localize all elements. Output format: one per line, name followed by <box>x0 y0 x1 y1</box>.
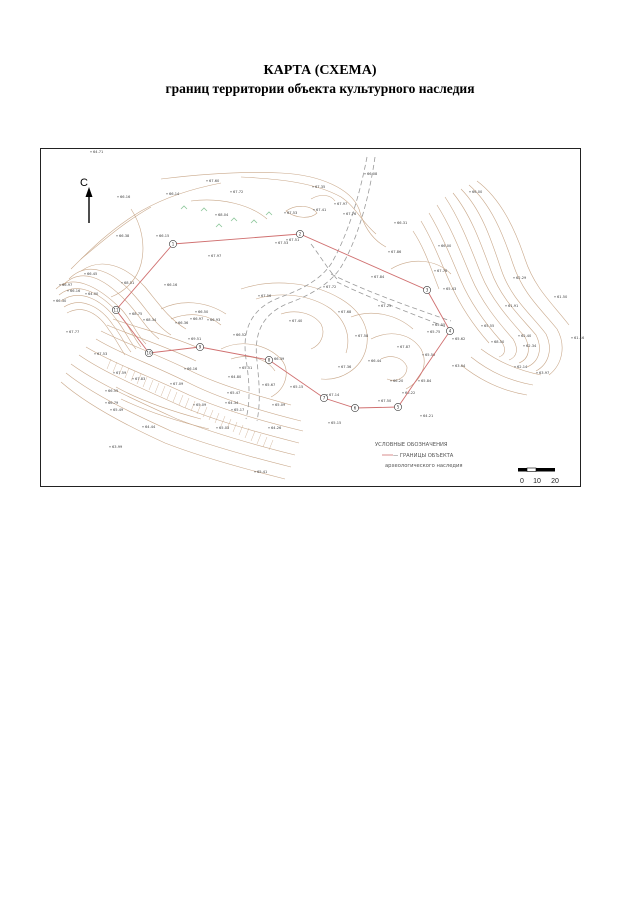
elevation-label: 66.00 <box>441 244 452 248</box>
elevation-label: 68.75 <box>132 312 143 316</box>
boundary-point-label: 6 <box>353 405 357 411</box>
elevation-point <box>290 386 291 387</box>
scale-label-10: 10 <box>533 478 541 485</box>
elevation-label: 66.00 <box>472 190 483 194</box>
elevation-label: 68.50 <box>494 340 505 344</box>
elevation-label: 65.84 <box>421 379 432 383</box>
elevation-label: 66.38 <box>119 234 130 238</box>
elevation-label: 65.55 <box>435 323 446 327</box>
elevation-point <box>338 311 339 312</box>
scale-bar <box>518 468 559 485</box>
elevation-point <box>129 313 130 314</box>
hachure-mark <box>161 386 165 396</box>
elevation-point <box>175 322 176 323</box>
legend <box>375 442 462 469</box>
elevation-point <box>188 338 189 339</box>
elevation-point <box>434 270 435 271</box>
elevation-label: 69.51 <box>191 337 202 341</box>
elevation-label: 67.53 <box>97 352 108 356</box>
scale-seg-2 <box>527 468 536 472</box>
boundary-point-label: 3 <box>425 287 429 293</box>
elevation-point <box>368 360 369 361</box>
elevation-label: 65.09 <box>275 403 286 407</box>
elevation-label: 67.51 <box>289 238 300 242</box>
elevation-label: 66.52 <box>236 333 247 337</box>
elevation-label: 66.16 <box>120 195 131 199</box>
elevation-label: 66.79 <box>108 401 119 405</box>
elevation-point <box>481 325 482 326</box>
elevation-label: 67.87 <box>400 345 411 349</box>
elevation-point <box>275 242 276 243</box>
elevation-point <box>268 427 269 428</box>
elevation-point <box>53 300 54 301</box>
elevation-label: 61.50 <box>557 295 568 299</box>
elevation-label: 64.21 <box>423 414 434 418</box>
boundary-point-label: 4 <box>448 328 452 334</box>
elevation-label: 66.44 <box>371 359 382 363</box>
elevation-point <box>334 203 335 204</box>
elevation-label: 65.09 <box>196 403 207 407</box>
elevation-point <box>227 392 228 393</box>
elevation-label: 64.44 <box>145 425 156 429</box>
boundary-point-label: 2 <box>298 231 302 237</box>
elevation-point <box>338 366 339 367</box>
elevation-point <box>452 365 453 366</box>
elevation-point <box>378 305 379 306</box>
elevation-point <box>452 338 453 339</box>
elevation-label: 67.35 <box>315 185 326 189</box>
hachure-mark <box>251 431 255 441</box>
hachure-mark <box>155 383 159 393</box>
hachure-mark <box>215 413 219 423</box>
elevation-point <box>505 305 506 306</box>
elevation-label: 66.55 <box>108 389 119 393</box>
elevation-label: 62.34 <box>526 344 537 348</box>
elevation-point <box>208 255 209 256</box>
boundary-point-label: 8 <box>267 357 271 363</box>
elevation-point <box>231 409 232 410</box>
page-title: КАРТА (СХЕМА) <box>263 63 377 78</box>
elevation-label: 67.58 <box>358 334 369 338</box>
boundary-point-label: 7 <box>322 395 326 401</box>
elevation-label: 66.30 <box>56 299 67 303</box>
legend-item-line1: — ГРАНИЦЫ ОБЪЕКТА <box>393 453 454 459</box>
elevation-point <box>388 251 389 252</box>
elevation-point <box>536 372 537 373</box>
elevation-label: 64.00 <box>88 292 99 296</box>
elevation-label: 63.97 <box>539 371 550 375</box>
scale-label-0: 0 <box>520 478 524 485</box>
elevation-label: 61.91 <box>508 304 519 308</box>
elevation-label: 65.03 <box>219 426 230 430</box>
boundary-point-label: 11 <box>113 307 119 313</box>
elevation-label: 68.34 <box>146 318 157 322</box>
elevation-point <box>239 367 240 368</box>
elevation-point <box>571 337 572 338</box>
elevation-point <box>190 318 191 319</box>
elevation-point <box>225 402 226 403</box>
elevation-label: 67.86 <box>391 250 402 254</box>
elevation-point <box>193 404 194 405</box>
elevation-point <box>90 151 91 152</box>
elevation-point <box>443 288 444 289</box>
elevation-point <box>184 368 185 369</box>
elevation-point <box>216 427 217 428</box>
hachure-mark <box>173 392 177 402</box>
elevation-point <box>170 383 171 384</box>
elevation-point <box>272 404 273 405</box>
elevation-point <box>85 293 86 294</box>
page-subtitle: границ территории объекта культурного наследия <box>165 81 475 96</box>
scale-seg-1 <box>518 468 527 472</box>
elevation-label: 68.04 <box>218 213 229 217</box>
elevation-label: 66.16 <box>187 367 198 371</box>
elevation-point <box>469 191 470 192</box>
elevation-label: 67.41 <box>316 208 327 212</box>
elevation-label: 67.72 <box>233 190 244 194</box>
scale-label-20: 20 <box>551 478 559 485</box>
elevation-label: 66.93 <box>210 318 221 322</box>
elevation-point <box>207 319 208 320</box>
hachure-mark <box>167 389 171 399</box>
elevation-point <box>166 193 167 194</box>
elevation-label: 65.62 <box>455 337 466 341</box>
elevation-label: 66.20 <box>393 379 404 383</box>
elevation-point <box>132 378 133 379</box>
elevation-label: 67.84 <box>374 275 385 279</box>
elevation-label: 66.97 <box>193 317 204 321</box>
elevation-label: 66.97 <box>62 283 73 287</box>
elevation-label: 66.15 <box>159 234 170 238</box>
hachure-mark <box>191 401 195 411</box>
elevation-label: 67.76 <box>346 212 357 216</box>
elevation-point <box>422 354 423 355</box>
elevation-point <box>554 296 555 297</box>
elevation-point <box>418 380 419 381</box>
elevation-label: 67.53 <box>287 211 298 215</box>
north-label: С <box>80 177 88 189</box>
elevation-label: 66.45 <box>87 272 98 276</box>
elevation-point <box>110 409 111 410</box>
elevation-point <box>94 353 95 354</box>
elevation-label: 63.99 <box>112 445 123 449</box>
elevation-point <box>402 392 403 393</box>
elevation-label: 65.49 <box>113 408 124 412</box>
elevation-label: 66.39 <box>274 357 285 361</box>
elevation-point <box>116 235 117 236</box>
map-canvas <box>41 149 585 488</box>
elevation-label: 62.40 <box>521 334 532 338</box>
elevation-point <box>523 345 524 346</box>
elevation-point <box>371 276 372 277</box>
elevation-label: 66.22 <box>405 391 416 395</box>
elevation-point <box>164 284 165 285</box>
elevation-label: 67.72 <box>326 285 337 289</box>
boundary-point-label: 9 <box>198 344 202 350</box>
elevation-label: 67.40 <box>292 319 303 323</box>
elevation-label: 67.09 <box>173 382 184 386</box>
elevation-label: 61.16 <box>574 336 585 340</box>
elevation-point <box>397 346 398 347</box>
elevation-point <box>230 191 231 192</box>
elevation-point <box>117 196 118 197</box>
elevation-label: 65.55 <box>484 324 495 328</box>
elevation-label: 67.25 <box>381 304 392 308</box>
elevation-point <box>394 222 395 223</box>
elevation-point <box>323 286 324 287</box>
elevation-point <box>420 415 421 416</box>
elevation-point <box>284 212 285 213</box>
elevation-point <box>233 334 234 335</box>
elevation-point <box>355 335 356 336</box>
elevation-point <box>67 290 68 291</box>
north-arrow <box>80 177 92 223</box>
elevation-label: 66.08 <box>367 172 378 176</box>
hachure-mark <box>257 434 261 444</box>
elevation-label: 67.97 <box>337 202 348 206</box>
elevation-point <box>491 341 492 342</box>
elevation-labels <box>53 150 585 474</box>
elevation-point <box>258 295 259 296</box>
elevation-label: 66.14 <box>169 192 180 196</box>
elevation-label: 66.16 <box>70 289 81 293</box>
elevation-point <box>84 273 85 274</box>
elevation-point <box>432 324 433 325</box>
elevation-label: 65.67 <box>265 383 276 387</box>
elevation-label: 65.51 <box>242 366 253 370</box>
elevation-point <box>378 400 379 401</box>
elevation-point <box>121 282 122 283</box>
boundary-point-label: 5 <box>396 404 400 410</box>
elevation-point <box>215 214 216 215</box>
elevation-point <box>228 376 229 377</box>
elevation-label: 66.36 <box>178 321 189 325</box>
legend-item-line2: археологического наследия <box>385 463 463 469</box>
elevation-point <box>195 311 196 312</box>
elevation-label: 67.97 <box>211 254 222 258</box>
boundary-point-label: 10 <box>146 350 152 356</box>
elevation-point <box>518 335 519 336</box>
elevation-point <box>364 173 365 174</box>
elevation-point <box>427 331 428 332</box>
elevation-label: 67.83 <box>135 377 146 381</box>
elevation-point <box>254 471 255 472</box>
elevation-point <box>312 186 313 187</box>
elevation-label: 62.29 <box>516 276 527 280</box>
elevation-point <box>59 284 60 285</box>
elevation-label: 64.71 <box>93 150 104 154</box>
elevation-label: 66.31 <box>397 221 408 225</box>
elevation-point <box>289 320 290 321</box>
hachure-mark <box>245 428 249 438</box>
elevation-point <box>156 235 157 236</box>
hachure-mark <box>149 380 153 390</box>
boundary-points <box>112 230 453 411</box>
elevation-point <box>105 402 106 403</box>
hachure-mark <box>263 437 267 447</box>
elevation-label: 67.14 <box>329 393 340 397</box>
elevation-point <box>66 331 67 332</box>
elevation-point <box>514 366 515 367</box>
elevation-label: 67.50 <box>381 399 392 403</box>
elevation-label: 63.04 <box>455 364 466 368</box>
hachure-mark <box>185 398 189 408</box>
elevation-label: 65.15 <box>331 421 342 425</box>
elevation-label: 67.68 <box>341 310 352 314</box>
elevation-label: 65.47 <box>230 391 241 395</box>
elevation-point <box>390 380 391 381</box>
elevation-label: 67.56 <box>261 294 272 298</box>
elevation-point <box>143 319 144 320</box>
map-frame <box>40 148 585 487</box>
boundary-point-label: 1 <box>171 241 175 247</box>
elevation-label: 66.50 <box>198 310 209 314</box>
elevation-point <box>262 384 263 385</box>
elevation-point <box>105 390 106 391</box>
elevation-label: 67.59 <box>116 371 127 375</box>
elevation-label: 64.26 <box>271 426 282 430</box>
hachure-mark <box>209 410 213 420</box>
elevation-point <box>109 446 110 447</box>
elevation-label: 65.43 <box>446 287 457 291</box>
hachure-mark <box>179 395 183 405</box>
elevation-point <box>206 180 207 181</box>
elevation-point <box>313 209 314 210</box>
elevation-label: 68.51 <box>124 281 135 285</box>
elevation-label: 65.15 <box>293 385 304 389</box>
title-block <box>0 62 640 97</box>
elevation-label: 62.14 <box>517 365 528 369</box>
hachure-mark <box>233 422 237 432</box>
elevation-label: 67.53 <box>278 241 289 245</box>
hachure-mark <box>107 359 111 369</box>
elevation-point <box>142 426 143 427</box>
elevation-label: 67.77 <box>69 330 80 334</box>
elevation-label: 65.50 <box>425 353 436 357</box>
elevation-point <box>113 372 114 373</box>
elevation-label: 67.76 <box>437 269 448 273</box>
elevation-point <box>343 213 344 214</box>
elevation-label: 64.34 <box>228 401 239 405</box>
elevation-label: 65.75 <box>430 330 441 334</box>
elevation-label: 67.60 <box>209 179 220 183</box>
elevation-label: 64.80 <box>231 375 242 379</box>
elevation-label: 66.16 <box>167 283 178 287</box>
elevation-point <box>513 277 514 278</box>
elevation-label: 65.41 <box>257 470 268 474</box>
scale-seg-3 <box>536 468 555 472</box>
legend-title: УСЛОВНЫЕ ОБОЗНАЧЕНИЯ <box>375 442 448 448</box>
elevation-point <box>438 245 439 246</box>
elevation-label: 65.17 <box>234 408 245 412</box>
elevation-point <box>328 422 329 423</box>
elevation-label: 67.36 <box>341 365 352 369</box>
